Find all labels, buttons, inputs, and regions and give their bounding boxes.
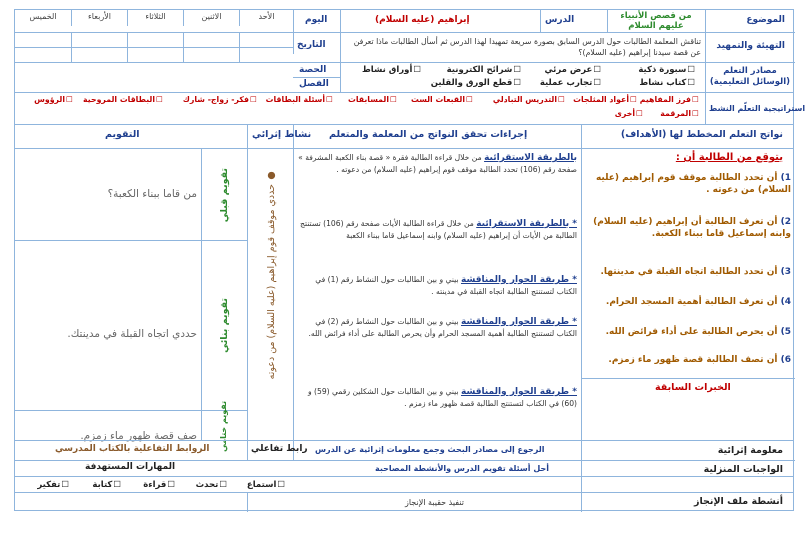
day-wednesday: الأربعاء <box>71 10 127 26</box>
lesson-value: إبراهيم (عليه السلام) <box>375 15 470 25</box>
days-grid <box>15 10 293 62</box>
interactive-link-value[interactable]: الروابط التفاعلية بالكتاب المدرسي <box>55 444 210 454</box>
enrichment-cell <box>251 170 291 430</box>
objective-6 <box>585 354 791 366</box>
strategies-label: استراتيجية التعلّم النشط <box>709 104 806 113</box>
procedure-5-method: * طريقة الحوار والمناقشة <box>460 387 577 397</box>
resource-paper-pens[interactable]: ☐ قطع الورق والقلين <box>431 78 521 88</box>
col-header-enrichment: نشاط إثرائي <box>252 129 312 140</box>
homework-value: أحل أسئلة تقويم الدرس والأنشطة المصاحبة <box>375 464 549 473</box>
strategy-card-questions[interactable]: ☐ أسئلة البطاقات <box>266 95 333 104</box>
strategy-six-hats[interactable]: ☐ القبعات الست <box>411 95 473 104</box>
strategy-popsicle-sticks[interactable]: ☐ أعواد المثلجات <box>573 95 637 104</box>
strategy-numbered[interactable]: ☐ المرقمة <box>660 109 699 118</box>
strategy-concept-sort[interactable]: ☐ فرز المفاهيم <box>640 95 699 104</box>
day-thursday: الخميس <box>29 12 57 21</box>
objective-5-number: 5) <box>780 327 791 337</box>
class-label: الفصل <box>299 79 329 89</box>
objective-2 <box>585 216 791 240</box>
col-header-procedures: إجراءات تحقق النواتج من المعلمة والمتعلم <box>329 129 528 140</box>
skills-label: المهارات المستهدفة <box>85 462 176 472</box>
skill-thinking[interactable]: ☐ تفكير <box>37 480 69 490</box>
objective-5 <box>585 326 791 338</box>
procedure-1-text: من خلال قراءة الطالبة فقرة « قصة بناء الكعبة المشرفة » صفحة رقم (106) تحدد الطالبة موقف قوم إبراهيم (عليه السلام) من دعوته . <box>298 153 577 174</box>
objective-4 <box>585 296 791 308</box>
objective-3-number: 3) <box>780 267 791 277</box>
procedure-3-method: * طريقة الحوار والمناقشة <box>460 275 577 285</box>
objective-1-text: أن تحدد الطالبة موقف قوم إبراهيم (عليه السلام) من دعوته . <box>595 173 791 195</box>
procedure-3-text: بيني و بين الطالبات حول النشاط رقم (1) في الكتاب لتستنتج الطالبة اتجاه القبلة في مدينته . <box>315 275 577 296</box>
strategy-heads[interactable]: ☐ الرؤوس <box>34 95 73 104</box>
homework-label: الواجبات المنزلية <box>703 464 783 475</box>
eval-question-2: حددي اتجاه القبلة في مدينتك. <box>67 328 197 340</box>
procedure-2-text: من خلال قراءة الطالبة الأيات صفحة رقم (106) تستنتج الطالبة من الأيات أن إبراهيم (عليه السلام) وابنه إسماعيل قاما ببناء الكعبة <box>300 219 577 240</box>
lesson-plan-sheet <box>14 9 806 511</box>
subject-value: من قصص الأنبياء عليهم السلام <box>620 11 692 31</box>
procedure-3 <box>297 274 577 297</box>
col-header-evaluation: التقويم <box>105 129 140 140</box>
day-sunday: الأحد <box>239 10 293 26</box>
procedure-1-method: بالطريقة الاستقرائية <box>484 153 577 163</box>
procedure-4 <box>297 316 577 339</box>
skill-writing[interactable]: ☐ كتابة <box>92 480 121 490</box>
day-label: اليوم <box>305 15 328 25</box>
day-tuesday: الثلاثاء <box>127 10 183 26</box>
objective-4-text: أن تعرف الطالبة أهمية المسجد الحرام. <box>605 297 778 307</box>
procedure-4-text: بيني و بين الطالبات حول النشاط رقم (2) في الكتاب لتستنتج الطالبة أهمية المسجد الحرام وأن يحرص الطالبة على أداء فرائض الله. <box>308 317 577 338</box>
intro-label: التهيئة والتمهيد <box>716 41 785 51</box>
objectives-intro: يتوقع من الطالبة أن : <box>675 152 783 163</box>
enrich-info-value: الرجوع إلى مصادر البحث وجمع معلومات إثرائية عن الدرس <box>315 445 545 454</box>
procedure-4-method: * طريقة الحوار والمناقشة <box>460 317 577 327</box>
resource-experiments[interactable]: ☐ تجارب عملية <box>540 78 601 88</box>
interactive-link-label: رابط تفاعلي <box>251 444 308 454</box>
portfolio-value: تنفيذ حقيبة الإنجاز <box>405 498 464 507</box>
enrichment-text: حددي موقف قوم إبراهيم (عليه السلام) من دعوته <box>265 184 277 380</box>
resource-slides[interactable]: ☐ شرائح الكترونية <box>447 65 521 75</box>
objective-6-number: 6) <box>780 355 791 365</box>
objective-2-number: 2) <box>780 217 791 227</box>
strategy-reciprocal-teaching[interactable]: ☐ التدريس التبادلي <box>493 95 565 104</box>
date-label: التاريخ <box>297 40 326 50</box>
strategy-think-pair-share[interactable]: ☐ فكر- زواج- شارك <box>183 95 257 104</box>
period-label: الحصة <box>299 65 327 75</box>
skill-listening[interactable]: ☐ استماع <box>247 480 285 490</box>
eval-stage-2: تقويم بنائي <box>218 297 230 353</box>
procedure-1 <box>297 152 577 175</box>
objective-1 <box>585 172 791 196</box>
resources-label: مصادر التعلم (الوسائل التعليمية) <box>709 66 791 87</box>
procedure-2 <box>297 218 577 241</box>
day-monday: الاثنين <box>183 10 239 26</box>
objective-4-number: 4) <box>780 297 791 307</box>
resource-activity-book[interactable]: ☐ كتاب نشاط <box>639 78 695 88</box>
objective-3-text: أن تحدد الطالبة اتجاه القبلة في مدينتها. <box>600 267 778 277</box>
intro-text: تناقش المعلمة الطالبات حول الدرس السابق بصورة سريعة تمهيدا لهذا الدرس ثم أسأل الطالبات ماذا تعرفن عن قصة سيدنا إبراهيم (عليه السلام)؟ <box>353 37 701 57</box>
objective-1-number: 1) <box>780 173 791 183</box>
resource-smartboard[interactable]: ☐ سبورة ذكية <box>638 65 695 75</box>
strategy-fan-cards[interactable]: ☐ البطاقات المروحية <box>83 95 163 104</box>
skill-reading[interactable]: ☐ قراءة <box>143 480 175 490</box>
prior-knowledge-label: الخبرات السابقة <box>655 382 731 393</box>
eval-question-3: صف قصة ظهور ماء زمزم. <box>80 430 197 442</box>
procedure-2-method: * بالطريقة الاستقرائية <box>476 219 577 229</box>
objective-2-text: أن تعرف الطالبة أن إبراهيم (عليه السلام) وابنه إسماعيل قاما ببناء الكعبة. <box>593 217 791 239</box>
objective-5-text: أن يحرص الطالبة على أداء فرائض الله. <box>605 327 778 337</box>
col-header-outcomes: نواتج التعلم المخطط لها (الأهداف) <box>620 129 783 140</box>
enrich-info-label: معلومة إثرائية <box>717 445 783 456</box>
eval-stage-3: تقويم ختامي <box>219 400 228 452</box>
objective-6-text: أن تصف الطالبة قصة ظهور ماء زمزم. <box>608 355 778 365</box>
skill-speaking[interactable]: ☐ تحدث <box>196 480 227 490</box>
strategy-other[interactable]: ☐ أخرى <box>615 109 643 118</box>
enrichment-bullet: ● <box>265 170 277 185</box>
lesson-label: الدرس <box>545 15 575 25</box>
objective-3 <box>585 266 791 278</box>
procedure-5-text: بيني و بين الطالبات حول الشكلين رقمي (59) و (60) في الكتاب لتستنتج الطالبة قصة ظهور ماء زمزم . <box>307 387 577 408</box>
portfolio-label: أنشطة ملف الإنجاز <box>694 496 783 507</box>
eval-question-1: من قاما ببناء الكعبة؟ <box>107 188 197 200</box>
resource-worksheets[interactable]: ☐ أوراق نشاط <box>362 65 421 75</box>
strategy-competitions[interactable]: ☐ المسابقات <box>348 95 397 104</box>
procedure-5 <box>297 386 577 409</box>
eval-stage-1: تقويم قبلي <box>218 167 230 223</box>
resource-video[interactable]: ☐ عرض مرئي <box>545 65 601 75</box>
subject-label: الموضوع <box>746 15 785 25</box>
